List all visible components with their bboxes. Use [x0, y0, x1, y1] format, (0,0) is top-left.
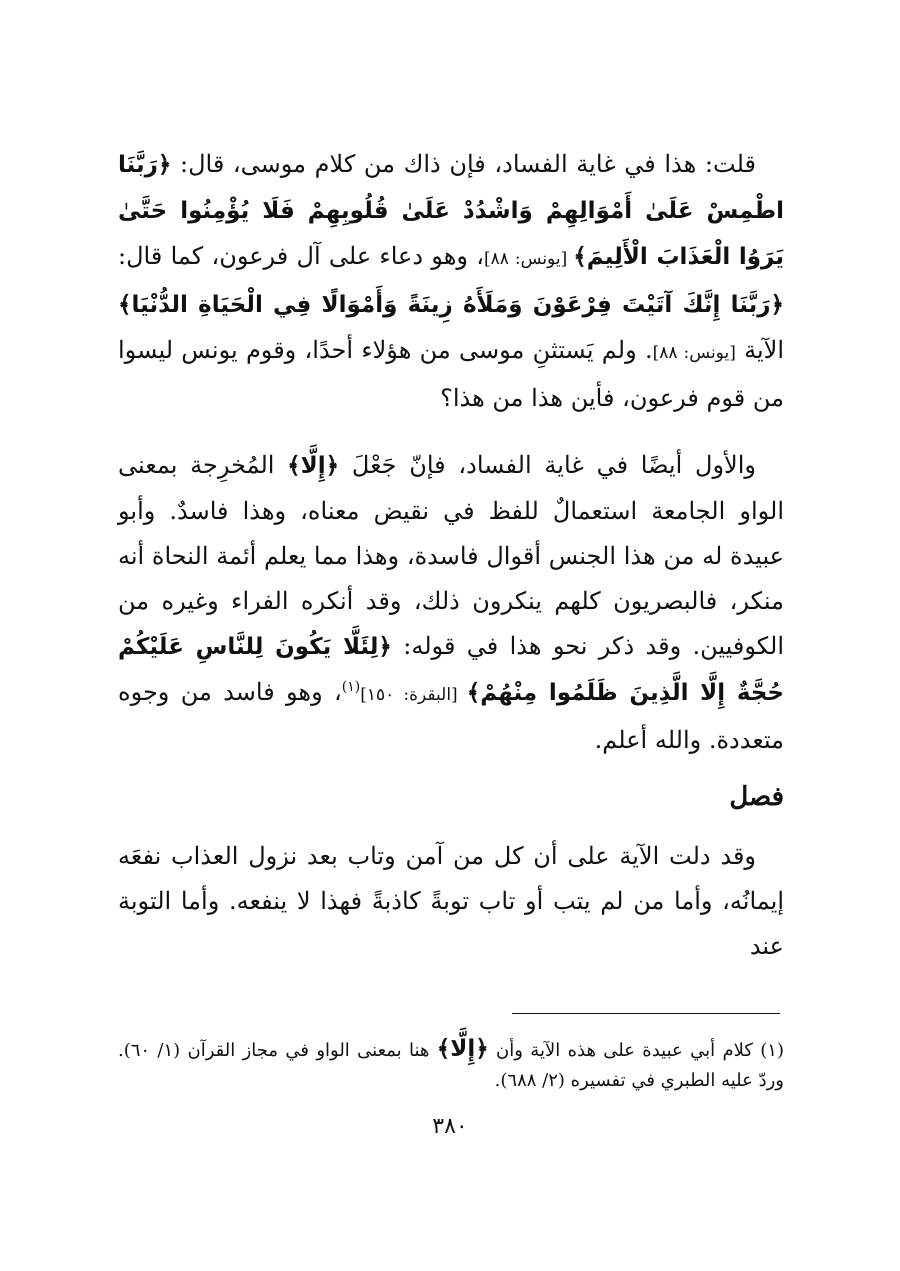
page-number: ٣٨٠ — [432, 1114, 468, 1139]
footnote-number: (١) — [760, 1040, 784, 1061]
verse-reference-1: [يونس: ٨٨] — [483, 249, 574, 269]
quran-verse-3: ﴿لِئَلَّا يَكُونَ لِلنَّاسِ عَلَيْكُمْ حُجَّةٌ إِلَّا الَّذِينَ ظَلَمُوا مِنْهُمْ﴾ — [118, 634, 785, 706]
quran-verse-1: ﴿رَبَّنَا اطْمِسْ عَلَىٰ أَمْوَالِهِمْ وَاشْدُدْ عَلَىٰ قُلُوبِهِمْ فَلَا يُؤْمِنُوا حَتَّىٰ يَرَوُا الْعَذَابَ الْأَلِيمَ﴾ — [118, 152, 784, 270]
paragraph-2-part-3: ، وهو فاسد من وجوه متعددة. والله أعلم. — [118, 678, 784, 754]
footnote-part-2: هنا بمعنى الواو في مجاز القرآن (١/ ٦٠). وردّ عليه الطبري في تفسيره (٢/ ٦٨٨). — [118, 1040, 784, 1091]
footnote-marker[interactable]: (١) — [341, 679, 361, 695]
footnote-part-1: كلام أبي عبيدة على هذه الآية وأن — [488, 1040, 761, 1061]
paragraph-2-part-1: والأول أيضًا في غاية الفساد، فإنّ جَعْلَ — [339, 451, 756, 479]
paragraph-1-intro: قلت: هذا في غاية الفساد، فإن ذاك من كلام موسى، قال: — [171, 150, 756, 178]
paragraph-1 — [118, 142, 784, 421]
verse-reference-2: [يونس: ٨٨] — [652, 343, 736, 363]
paragraph-2 — [118, 443, 784, 763]
paragraph-2-part-2: المُخرِجة بمعنى الواو الجامعة استعمالٌ للفظ في نقيض معناه، وهذا فاسدٌ. وأبو عبيدة له من هذا الجنس أقوال فاسدة، وهذا مما يعلم أئمة النحاة أنه منكر، فالبصريون كلهم ينكرون ذلك، وقد أنكره الفراء وغيره من الكوفيين. وقد ذكر نحو هذا في قوله: — [118, 451, 784, 660]
footnote — [118, 1034, 784, 1096]
verse-reference-3: [البقرة: ١٥٠] — [360, 685, 467, 705]
main-text — [118, 142, 784, 969]
paragraph-1-end: . ولم يَستثنِ موسى من هؤلاء أحدًا، وقوم يونس ليسوا من قوم فرعون، فأين هذا من هذا؟ — [118, 336, 784, 412]
paragraph-3: وقد دلت الآية على أن كل من آمن وتاب بعد نزول العذاب نفعَه إيمانُه، وأما من لم يتب أو تاب توبةً كاذبةً فهذا لا ينفعه. وأما التوبة عند — [118, 842, 784, 960]
footnote-quran-word: ﴿إِلَّا﴾ — [436, 1036, 489, 1062]
quran-word-illa: ﴿إِلَّا﴾ — [287, 453, 340, 479]
paragraph-1-aya-word: الآية — [735, 336, 785, 364]
section-title: فصل — [729, 782, 784, 812]
paragraph-1-middle: ، وهو دعاء على آل فرعون، كما قال: — [118, 242, 484, 270]
quran-verse-2: ﴿رَبَّنَا إِنَّكَ آتَيْتَ فِرْعَوْنَ وَمَلَأَهُ زِينَةً وَأَمْوَالًا فِي الْحَيَاةِ الدُّنْيَا﴾ — [118, 292, 784, 318]
footnote-divider — [512, 1013, 780, 1014]
